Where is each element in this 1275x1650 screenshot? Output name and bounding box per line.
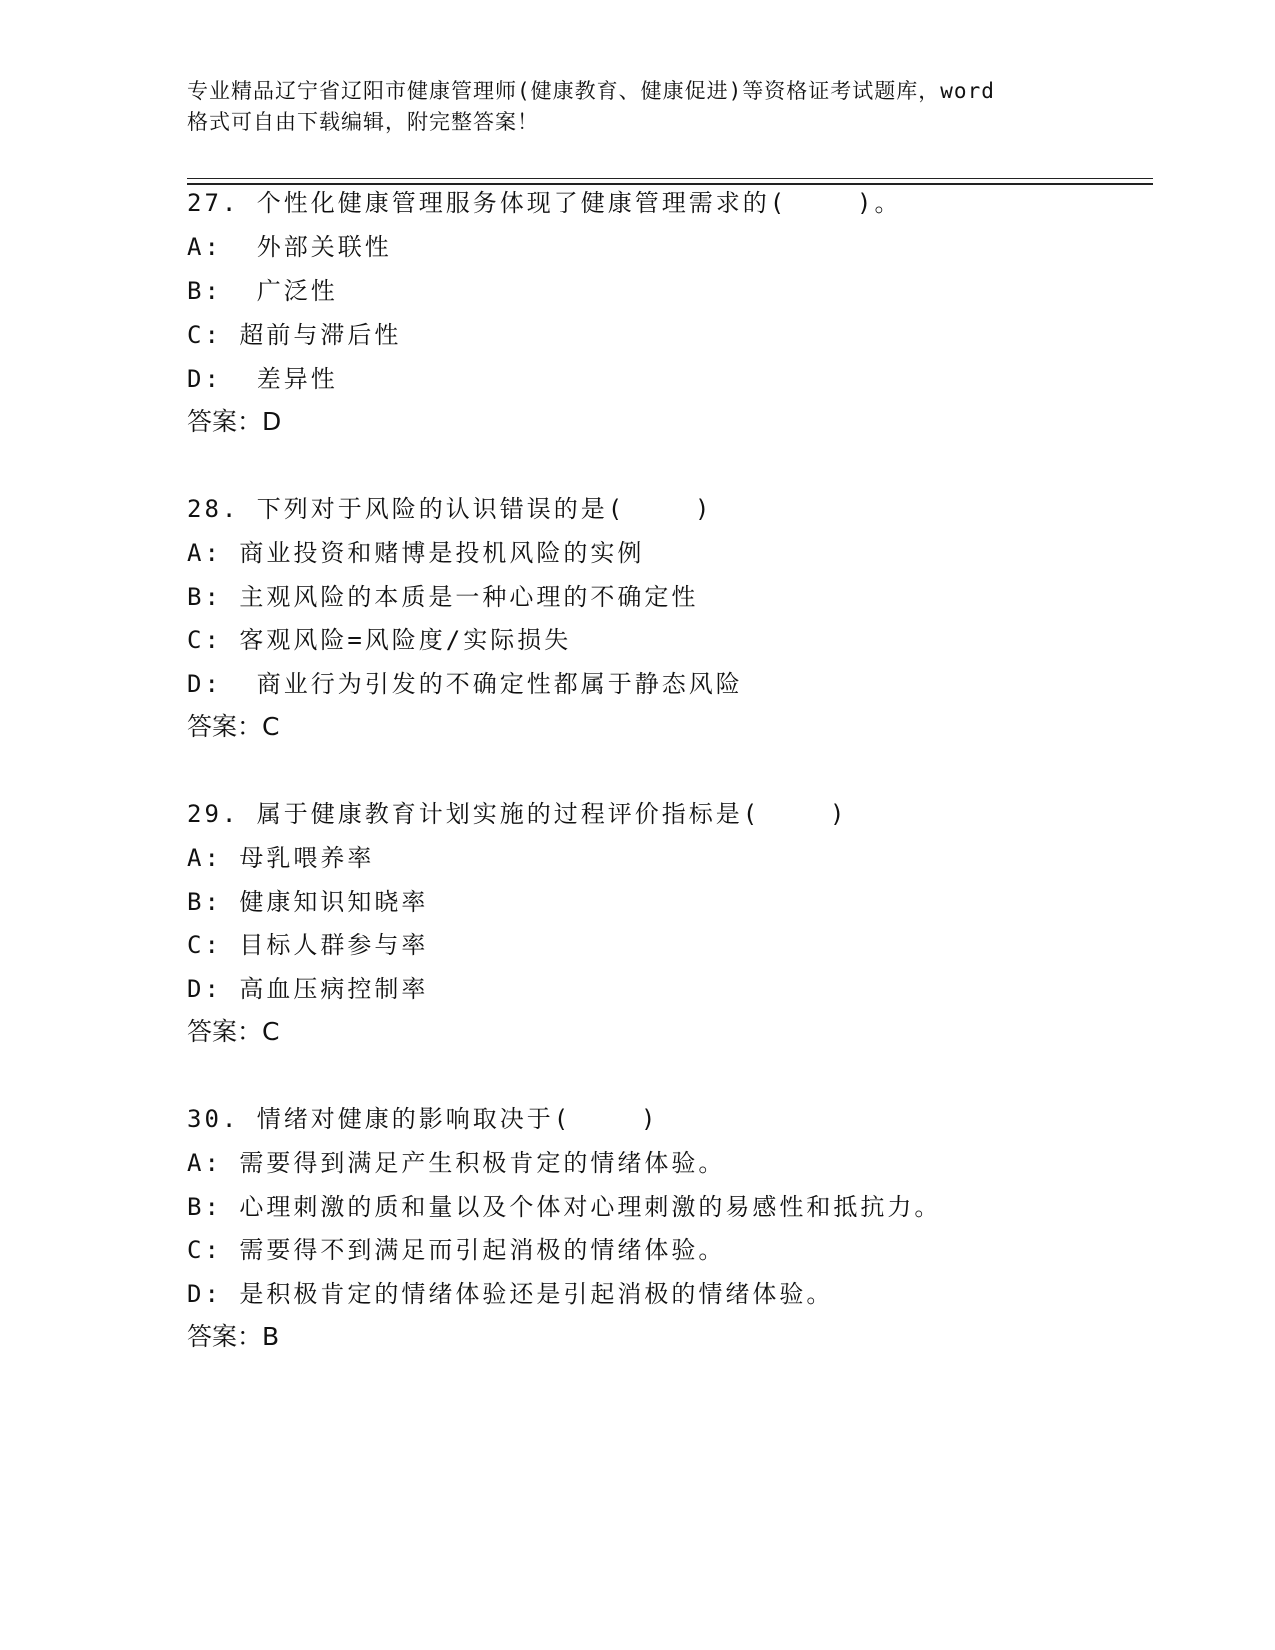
option-b: B: 健康知识知晓率 (187, 888, 429, 916)
answer-line: 答案：C (187, 1017, 280, 1046)
option-c: C: 超前与滞后性 (187, 321, 402, 349)
option-c: C: 客观风险=风险度/实际损失 (187, 626, 572, 654)
document-header (187, 76, 1087, 138)
option-d: D: 差异性 (187, 365, 338, 393)
option-c: C: 目标人群参与率 (187, 931, 429, 959)
question-stem: 27. 个性化健康管理服务体现了健康管理需求的( )。 (187, 189, 902, 217)
option-d: D: 高血压病控制率 (187, 975, 429, 1003)
question-stem: 29. 属于健康教育计划实施的过程评价指标是( ) (187, 800, 848, 828)
option-a: A: 外部关联性 (187, 233, 392, 261)
header-divider-thin (187, 178, 1153, 179)
option-d: D: 是积极肯定的情绪体验还是引起消极的情绪体验。 (187, 1280, 834, 1308)
question-stem: 30. 情绪对健康的影响取决于( ) (187, 1105, 659, 1133)
option-b: B: 主观风险的本质是一种心理的不确定性 (187, 583, 699, 611)
header-divider-thick (187, 183, 1153, 185)
answer-line: 答案：B (187, 1322, 280, 1351)
option-b: B: 广泛性 (187, 277, 338, 305)
header-line-2: 格式可自由下载编辑，附完整答案！ (187, 110, 539, 134)
option-b: B: 心理刺激的质和量以及个体对心理刺激的易感性和抵抗力。 (187, 1193, 942, 1221)
question-stem: 28. 下列对于风险的认识错误的是( ) (187, 495, 713, 523)
option-a: A: 商业投资和赌博是投机风险的实例 (187, 539, 645, 567)
answer-line: 答案：D (187, 407, 282, 436)
option-d: D: 商业行为引发的不确定性都属于静态风险 (187, 670, 743, 698)
option-a: A: 需要得到满足产生积极肯定的情绪体验。 (187, 1149, 726, 1177)
option-c: C: 需要得不到满足而引起消极的情绪体验。 (187, 1236, 726, 1264)
header-line-1: 专业精品辽宁省辽阳市健康管理师(健康教育、健康促进)等资格证考试题库，word (187, 79, 995, 103)
answer-line: 答案：C (187, 712, 280, 741)
option-a: A: 母乳喂养率 (187, 844, 375, 872)
